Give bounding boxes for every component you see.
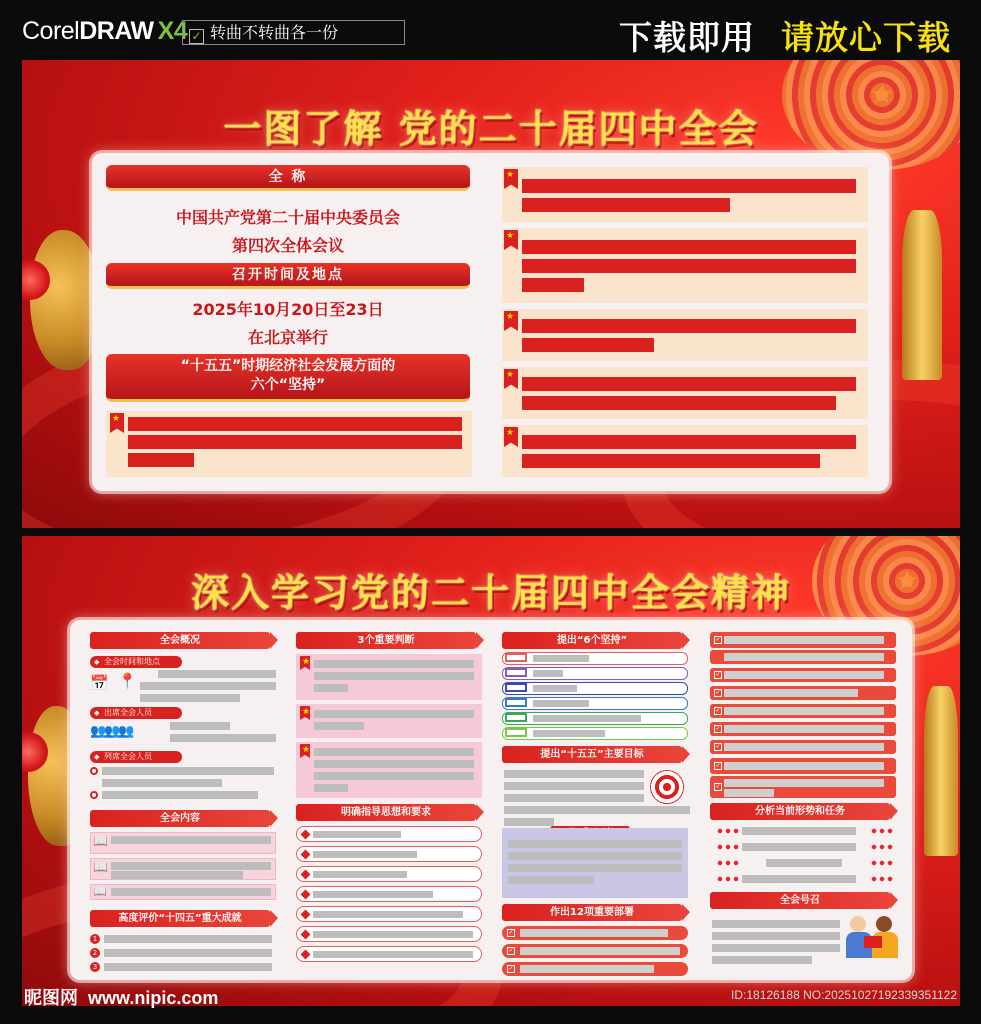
six-persist-line1: “十五五”时期经济社会发展方面的 (180, 358, 396, 374)
judgment-item (296, 704, 482, 738)
text-placeholder (128, 435, 462, 449)
number-badge: 3 (90, 962, 100, 972)
diamond-icon (301, 890, 311, 900)
task-row (710, 632, 896, 648)
brand-version: X4 (157, 17, 188, 45)
text-placeholder (742, 843, 856, 851)
board-one (22, 60, 960, 528)
text-placeholder (522, 259, 856, 273)
text-placeholder (522, 179, 856, 193)
text-placeholder (724, 671, 884, 679)
six-persist-header: 提出“6个坚持” (502, 632, 682, 649)
dots-decor (870, 828, 894, 834)
text-placeholder (508, 864, 682, 872)
flag-icon (300, 706, 310, 720)
format-note-text: 转曲不转曲各一份 (210, 23, 339, 42)
board-two (22, 536, 960, 1006)
site-name: 昵图网 (24, 988, 78, 1009)
color-tag (505, 698, 527, 707)
text-placeholder (724, 743, 884, 751)
judgment-item (296, 742, 482, 798)
target-icon (650, 770, 684, 804)
diamond-icon (301, 950, 311, 960)
check-icon: ✓ (715, 783, 721, 790)
people-group-icon: 👥👥👥 (90, 724, 133, 739)
six-persist-line2: 六个“坚持” (250, 377, 326, 393)
persist-item-block (502, 367, 868, 419)
text-placeholder (724, 779, 884, 787)
dots-decor (716, 876, 740, 882)
text-placeholder (724, 653, 884, 661)
format-note (182, 20, 405, 45)
text-placeholder (111, 871, 243, 879)
text-placeholder (522, 278, 584, 292)
text-placeholder (313, 851, 417, 858)
calendar-icon: 📅 (90, 674, 109, 692)
task-row (710, 686, 896, 700)
check-icon: ✓ (715, 707, 721, 714)
guiding-item (296, 946, 482, 962)
text-placeholder (522, 435, 856, 449)
task-row (710, 704, 896, 718)
text-placeholder (724, 689, 858, 697)
huabiao-pillar-decor (924, 686, 958, 856)
book-icon: 📖 (93, 885, 107, 898)
text-placeholder (522, 198, 730, 212)
star-icon: ★ (870, 80, 894, 110)
text-placeholder (508, 840, 682, 848)
time-place-subheader: ◆ 全会时间和地点 (90, 656, 182, 668)
site-url: www.nipic.com (88, 988, 219, 1008)
check-icon: ✓ (715, 762, 721, 769)
number-badge: 1 (90, 934, 100, 944)
number-badge: 2 (90, 948, 100, 958)
check-icon: ✓ (715, 636, 721, 643)
diamond-icon (301, 930, 311, 940)
text-placeholder (533, 685, 577, 692)
book-icon (864, 936, 882, 948)
brand-prefix: Corel (22, 17, 80, 45)
huabiao-pillar-decor (902, 210, 942, 380)
flag-icon (504, 230, 518, 250)
text-placeholder (128, 453, 194, 467)
text-placeholder (533, 700, 589, 707)
persist-row (502, 652, 688, 665)
text-placeholder (712, 956, 812, 964)
color-tag (505, 668, 527, 677)
text-placeholder (508, 852, 682, 860)
content-header: 全会内容 (90, 810, 270, 827)
flag-icon (300, 744, 310, 758)
text-placeholder (533, 730, 605, 737)
flag-icon (504, 369, 518, 389)
text-placeholder (724, 789, 774, 797)
text-placeholder (313, 871, 407, 878)
text-placeholder (712, 932, 840, 940)
board-one-card (92, 153, 889, 491)
text-placeholder (314, 672, 474, 680)
text-placeholder (522, 377, 856, 391)
color-tag (505, 728, 527, 737)
diamond-icon (301, 850, 311, 860)
location-pin-icon: 📍 (118, 672, 137, 690)
text-placeholder (102, 767, 274, 775)
flag-icon (504, 169, 518, 189)
text-placeholder (742, 875, 856, 883)
text-placeholder (314, 660, 474, 668)
text-placeholder (140, 694, 240, 702)
content-item (90, 858, 276, 880)
text-placeholder (520, 929, 668, 937)
diamond-icon (301, 910, 311, 920)
flag-icon (300, 656, 310, 670)
persist-row (502, 682, 688, 695)
board-one-title: 一图了解 党的二十届四中全会 (223, 107, 759, 151)
persist-row (502, 697, 688, 710)
evaluation-header: 高度评价“十四五”重大成就 (90, 910, 270, 927)
flag-icon (504, 427, 518, 447)
check-icon: ✓ (508, 965, 514, 972)
color-tag (505, 683, 527, 692)
guiding-item (296, 866, 482, 882)
top-banner (0, 0, 981, 60)
text-placeholder (504, 818, 554, 826)
text-placeholder (522, 454, 820, 468)
diamond-icon (301, 870, 311, 880)
goals-2035-block (502, 828, 688, 898)
text-placeholder (314, 710, 474, 718)
check-icon: ✓ (715, 671, 721, 678)
text-placeholder (766, 859, 842, 867)
deployment-row (502, 962, 688, 976)
text-placeholder (158, 670, 276, 678)
text-placeholder (111, 836, 271, 844)
dots-decor (870, 844, 894, 850)
flag-icon (110, 413, 124, 433)
stone-lion-decor (30, 230, 100, 370)
person-head-decor (850, 916, 866, 932)
text-placeholder (104, 949, 272, 957)
persist-item-block (502, 309, 868, 361)
guiding-item (296, 846, 482, 862)
book-icon: 📖 (93, 834, 108, 848)
text-placeholder (313, 931, 473, 938)
text-placeholder (102, 791, 258, 799)
fullname-line1: 中国共产党第二十届中央委员会 (175, 208, 400, 227)
diamond-icon (301, 830, 311, 840)
text-placeholder (314, 760, 474, 768)
persist-row (502, 667, 688, 680)
task-row (710, 722, 896, 736)
bullet-icon (90, 791, 98, 799)
guiding-header: 明确指导思想和要求 (296, 804, 476, 821)
goals-header: 提出“十五五”主要目标 (502, 746, 682, 763)
text-placeholder (533, 715, 641, 722)
image-id: ID:18126188 NO:20251027192339351122 (731, 988, 957, 1002)
content-item (90, 832, 276, 854)
dots-decor (870, 860, 894, 866)
attendees-subheader: ◆ 出席全会人员 (90, 707, 182, 719)
color-tag (505, 713, 527, 722)
text-placeholder (522, 338, 654, 352)
text-placeholder (508, 876, 594, 884)
checkbox-icon: ✓ (189, 29, 204, 44)
text-placeholder (504, 782, 644, 790)
text-placeholder (102, 779, 222, 787)
book-icon: 📖 (93, 860, 108, 874)
task-row (710, 668, 896, 682)
star-icon: ★ (895, 566, 919, 596)
persist-row (502, 712, 688, 725)
color-tag (505, 653, 527, 662)
text-placeholder (313, 951, 473, 958)
text-placeholder (314, 748, 474, 756)
overview-header: 全会概况 (90, 632, 270, 649)
download-slogan-yellow: 请放心下载 (781, 18, 951, 57)
task-row (710, 776, 896, 798)
text-placeholder (533, 670, 563, 677)
fullname-header: 全 称 (106, 165, 470, 191)
text-placeholder (128, 417, 462, 431)
text-placeholder (313, 911, 463, 918)
text-placeholder (111, 888, 271, 896)
text-placeholder (314, 772, 474, 780)
time-line1: 2025年10月20日至23日 (192, 300, 384, 319)
deployment-row (502, 944, 688, 958)
observers-subheader: ◆ 列席全会人员 (90, 751, 182, 763)
text-placeholder (314, 784, 348, 792)
text-placeholder (104, 963, 272, 971)
site-watermark (24, 984, 218, 1010)
text-placeholder (522, 319, 856, 333)
text-placeholder (724, 762, 884, 770)
text-placeholder (520, 947, 680, 955)
six-persist-header (106, 354, 470, 402)
text-placeholder (724, 707, 884, 715)
flag-icon (504, 311, 518, 331)
text-placeholder (533, 655, 589, 662)
text-placeholder (504, 794, 644, 802)
reading-people-illustration (846, 912, 906, 960)
task-row (710, 740, 896, 754)
content-item (90, 884, 276, 900)
time-line2: 在北京举行 (247, 328, 328, 347)
call-header: 全会号召 (710, 892, 890, 909)
text-placeholder (712, 944, 840, 952)
check-icon: ✓ (715, 725, 721, 732)
dots-decor (716, 828, 740, 834)
person-head-decor (876, 916, 892, 932)
download-slogan-white: 下载即用 (619, 18, 755, 57)
guiding-item (296, 826, 482, 842)
text-placeholder (742, 827, 856, 835)
dots-decor (870, 876, 894, 882)
persist-content-block (106, 411, 472, 477)
text-placeholder (313, 891, 433, 898)
dots-decor (716, 860, 740, 866)
bullet-icon (90, 767, 98, 775)
task-row (710, 650, 896, 664)
text-placeholder (170, 722, 230, 730)
judgments-header: 3个重要判断 (296, 632, 476, 649)
text-placeholder (724, 725, 884, 733)
text-placeholder (520, 965, 654, 973)
dots-decor (716, 844, 740, 850)
text-placeholder (522, 240, 856, 254)
deployment-row (502, 926, 688, 940)
text-placeholder (724, 636, 884, 644)
task-row (710, 758, 896, 774)
board-two-card (70, 620, 912, 980)
check-icon: ✓ (508, 929, 514, 936)
text-placeholder (504, 806, 690, 814)
guiding-item (296, 886, 482, 902)
check-icon: ✓ (715, 689, 721, 696)
guiding-item (296, 926, 482, 942)
text-placeholder (170, 734, 276, 742)
persist-item-block (502, 228, 868, 303)
brand-bold: DRAW (79, 17, 154, 45)
judgment-item (296, 654, 482, 700)
text-placeholder (314, 684, 348, 692)
check-icon: ✓ (508, 947, 514, 954)
persist-item-block (502, 167, 868, 222)
text-placeholder (314, 722, 364, 730)
persist-row (502, 727, 688, 740)
board-two-title: 深入学习党的二十届四中全会精神 (190, 571, 791, 615)
persist-item-block (502, 425, 868, 477)
coreldraw-brand (22, 17, 187, 46)
text-placeholder (504, 770, 644, 778)
fullname-line2: 第四次全体会议 (231, 236, 344, 255)
guiding-item (296, 906, 482, 922)
text-placeholder (313, 831, 401, 838)
text-placeholder (712, 920, 840, 928)
situation-header: 分析当前形势和任务 (710, 803, 890, 820)
text-placeholder (111, 862, 271, 870)
check-icon: ✓ (715, 743, 721, 750)
time-place-header: 召开时间及地点 (106, 263, 470, 289)
deployments-header: 作出12项重要部署 (502, 904, 682, 921)
text-placeholder (104, 935, 272, 943)
text-placeholder (140, 682, 276, 690)
text-placeholder (522, 396, 836, 410)
